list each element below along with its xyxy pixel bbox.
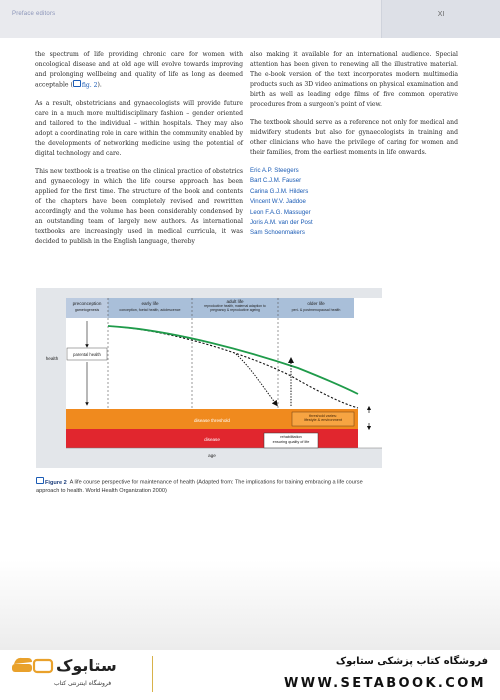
setabook-logo (10, 654, 54, 682)
paragraph: As a result, obstetricians and gynaecologists will provide future care in a much more multidisciplinary fashion – gender oriented and tailored to the individual – within hospitals. They may also adopt a coordinating role in care within the community enabled by the developments of networking medicine using the potential of digital technology and care. (35, 99, 243, 157)
logo-tagline: فروشگاه اینترنتی کتاب (54, 680, 112, 687)
stage-title: older life (307, 301, 325, 306)
disease-threshold-label: disease threshold (193, 418, 231, 423)
y-axis-label: health (45, 356, 59, 361)
text-column-left (35, 50, 243, 255)
paragraph: This new textbook is a treatise on the clinical practice of obstetrics and gynaecology in which the life course approach has been applied for the first time. The structure of the book and contents of the chapters have been completely revised and rewritten accordingly and the volume has been considerably condensed by an outstanding team of largely new authors. As international textbooks are increasingly used in medical curricula, it was decided to publish in the English language, thereby (35, 167, 243, 245)
life-course-diagram (36, 288, 382, 468)
threshold-varies-label: threshold varies: lifestyle & environment (303, 414, 343, 423)
page-number-box (381, 0, 500, 38)
page-bottom-shadow (0, 560, 500, 650)
editor-name: Eric A.P. Steegers (250, 167, 299, 174)
banner-divider (152, 656, 153, 692)
editor-list (250, 166, 458, 239)
paragraph: the spectrum of life providing chronic care for women with oncological disease and at old age will evolve towards improving and prolonging wellbeing and quality of life as long as deemed acceptable ( fig. 2). (35, 51, 243, 89)
editor-name: Sam Schoenmakers (250, 229, 305, 237)
editor-name: Vincent W.V. Jaddoe (250, 198, 306, 206)
banner-title: فروشگاه کتاب پزشکی ستابوک (335, 656, 488, 667)
logo-icon (10, 654, 54, 678)
banner-url[interactable]: WWW.SETABOOK.COM (283, 676, 486, 691)
life-course-figure (36, 288, 382, 468)
figure-label: Figure 2 (45, 479, 67, 486)
rehabilitation-label: rehabilitation ensuring quality of life (272, 435, 310, 444)
figure-link-icon (73, 80, 81, 87)
x-axis-label: age (208, 453, 216, 458)
stage-title: adult life (226, 299, 244, 304)
stage-subtitle: peri- & postmenopausal health (291, 308, 341, 312)
stage-subtitle: reproductive health, maternal adaption to pregnancy & reproductive ageing (204, 304, 266, 313)
text-column-right (250, 50, 458, 239)
paragraph: also making it available for an international audience. Special attention has been given to renewing all the illustrative material. The e-book version of the text incorporates modern multimedia products such as 3D video animations on physical examination and birth as well as leading edge films of five common operative procedures from a surgeon's point of view. (250, 51, 458, 108)
figure-link-icon (36, 477, 44, 484)
logo-wordmark: ستابوک (56, 656, 117, 675)
editor-name: Leon F.A.G. Massuger (250, 208, 311, 216)
running-head: Preface editors (12, 11, 56, 17)
editor-name: Carina G.J.M. Hilders (250, 187, 309, 195)
page-header (0, 0, 500, 38)
figure-caption (36, 477, 386, 496)
stage-title: preconception (72, 301, 102, 306)
editor-name: Joris A.M. van der Post (250, 219, 313, 227)
editor-name: Bart C.J.M. Fauser (250, 177, 302, 185)
stage-subtitle: conception, foetal health, adolescence (119, 308, 181, 312)
disease-label: disease (204, 437, 220, 442)
stage-title: early life (141, 301, 159, 306)
caption-text: A life course perspective for maintenance of health (Adapted from: The implications for training embracing a life course approach to health. World Health Organization 2000) (36, 479, 363, 495)
stage-subtitle: gametogenesis (74, 308, 100, 312)
paragraph: The textbook should serve as a reference not only for medical and midwifery students but also for gynaecologists in training and other clinicians who have the privilege of caring for women and their families, from the earliest moments in life onwards. (250, 119, 458, 156)
figure-reference-link[interactable]: fig. 2 (73, 82, 98, 89)
parental-health-label: parental health (73, 352, 101, 357)
page-number: XI (437, 11, 445, 18)
